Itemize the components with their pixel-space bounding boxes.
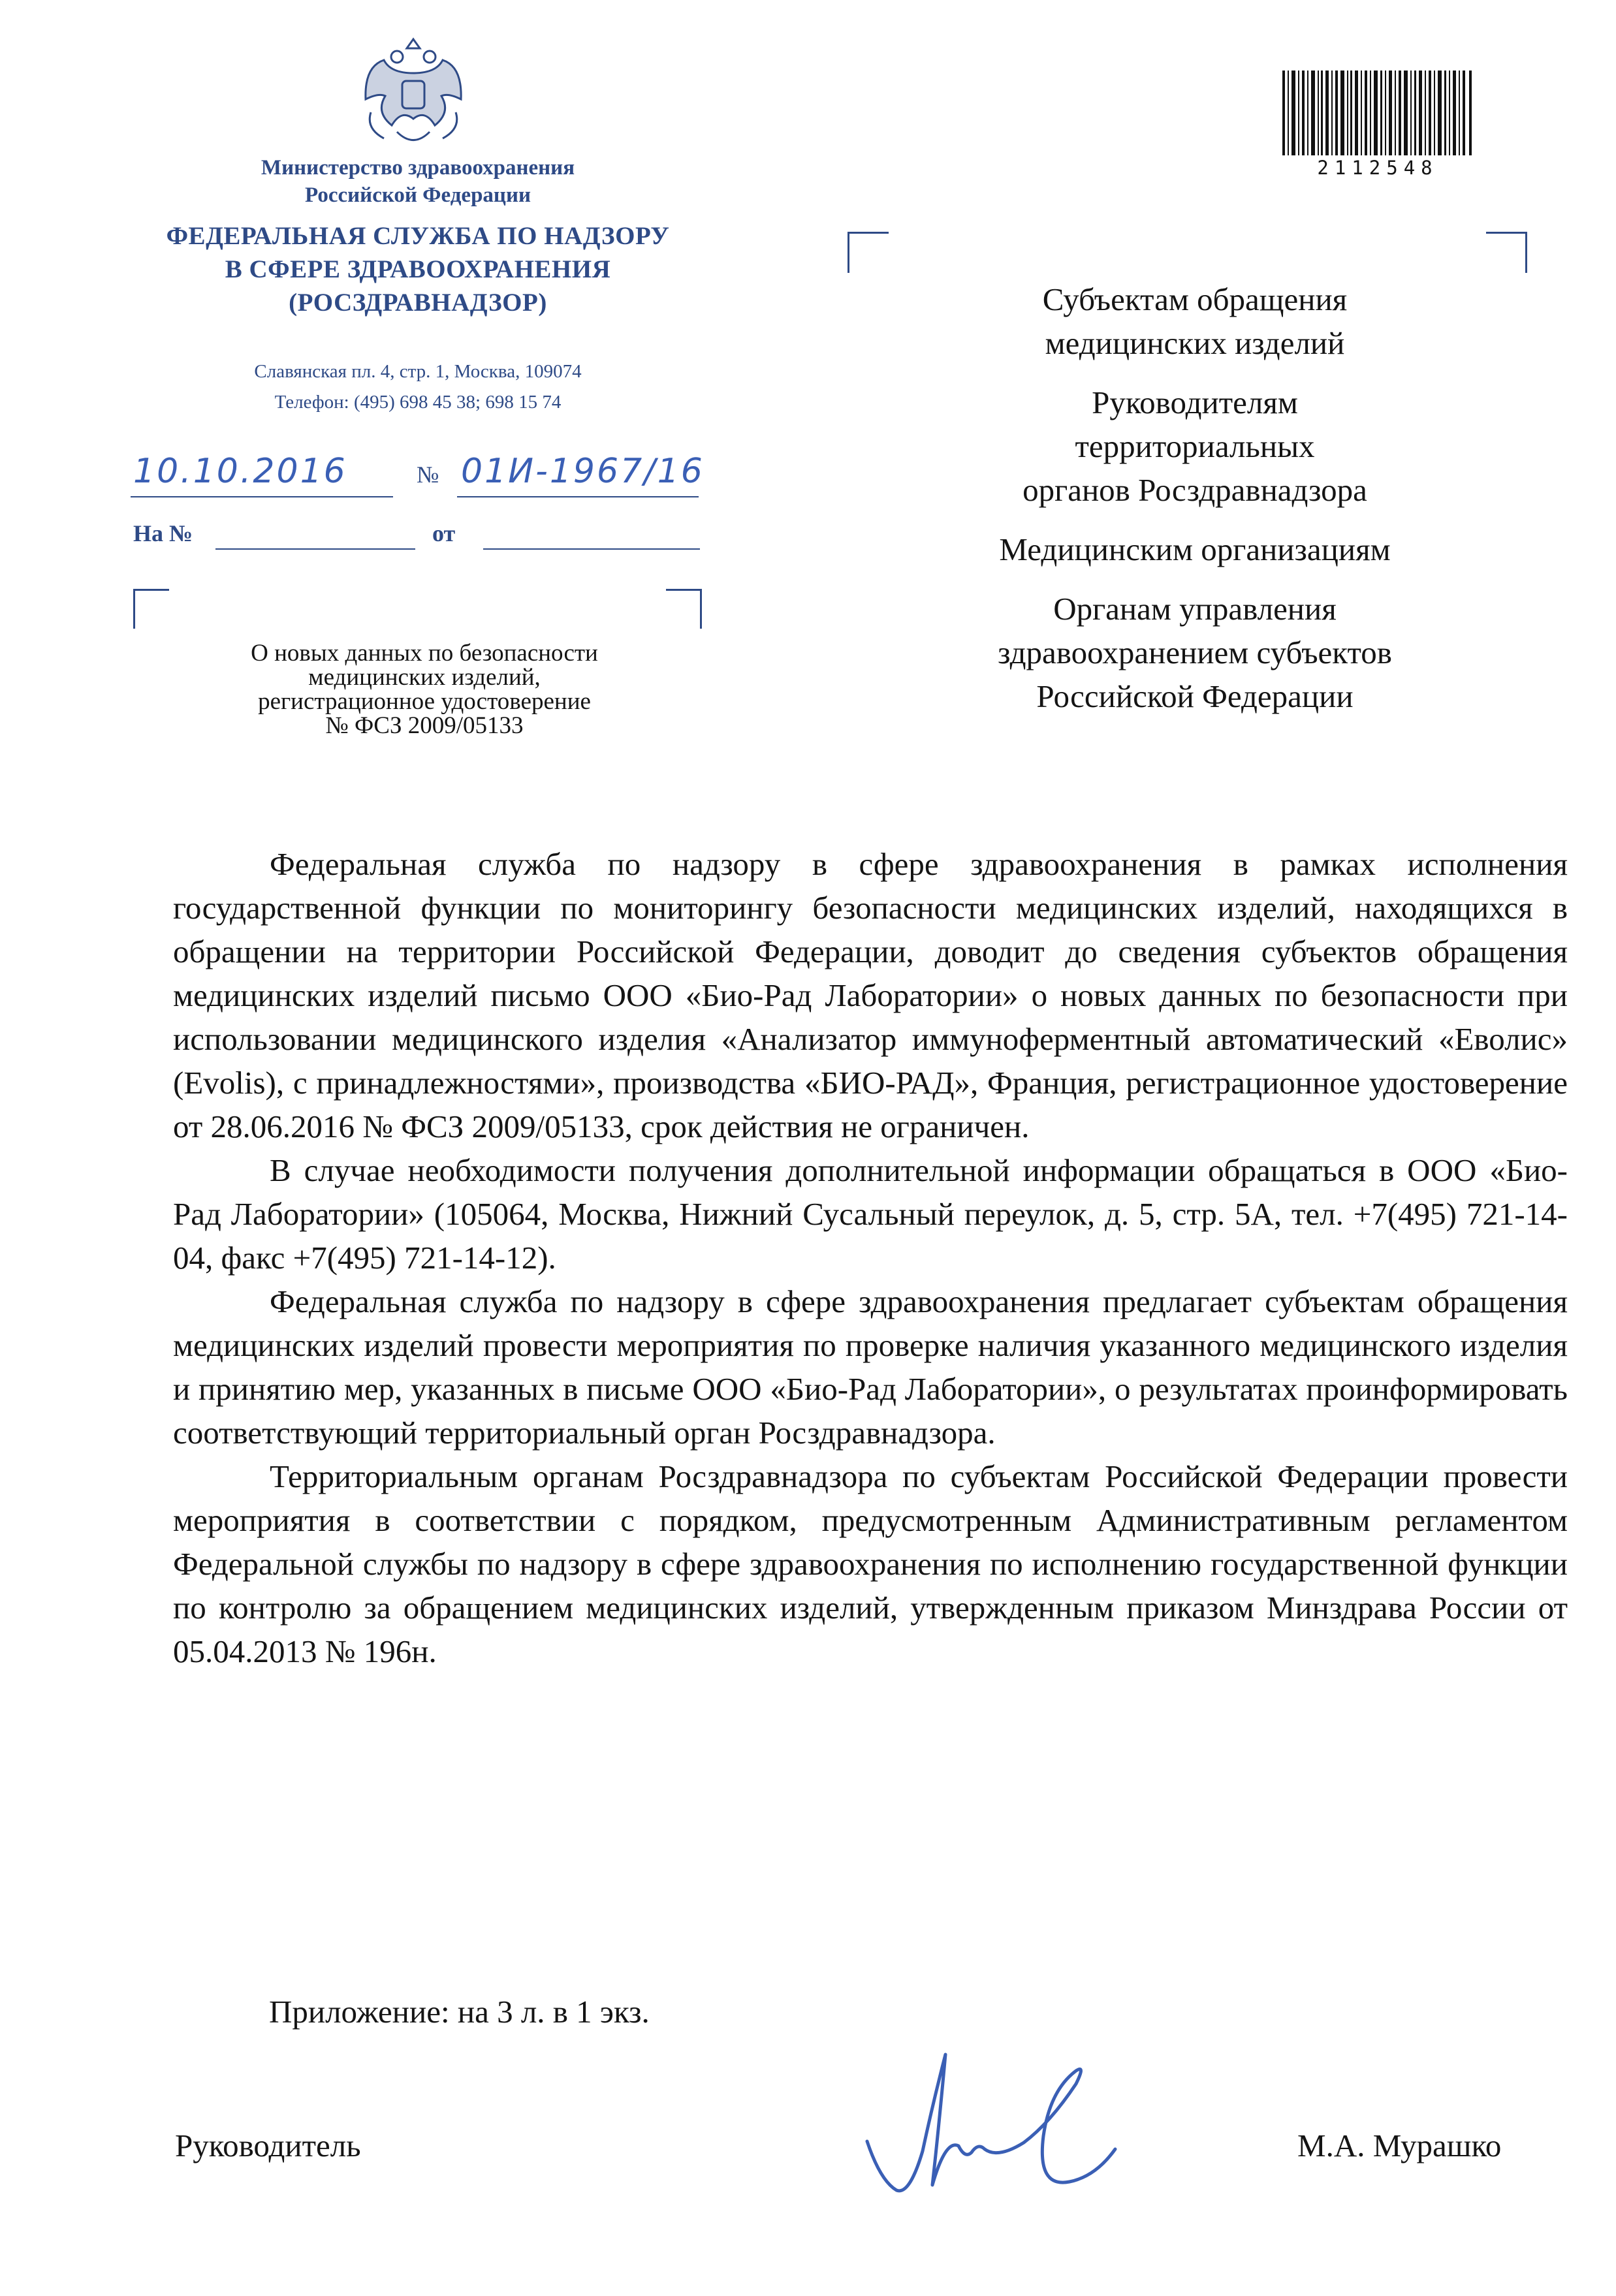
- coat-of-arms-icon: [358, 34, 469, 155]
- from-label: от: [432, 520, 456, 546]
- subject-line: О новых данных по безопасности: [251, 640, 598, 667]
- letter-subject: [170, 641, 679, 738]
- registration-date: 10.10.2016: [133, 452, 347, 491]
- recipient-group: [927, 587, 1463, 718]
- body-paragraph: В случае необходимости получения дополнительной информации обращаться в ООО «Био-Рад Лаборатории» (105064, Москва, Нижний Сусальный переулок, д. 5, стр. 5А, тел. +7(495) 721-14-04, факс +7(495) 721-14-12).: [173, 1152, 1568, 1276]
- from-underline: [483, 548, 700, 550]
- reply-to-label: На №: [133, 520, 193, 546]
- phone-line: Телефон: (495) 698 45 38; 698 15 74: [274, 392, 562, 413]
- recipient-group: [927, 527, 1463, 571]
- subject-corner-left: [133, 589, 169, 629]
- service-line: В СФЕРЕ ЗДРАВООХРАНЕНИЯ: [225, 255, 611, 283]
- subject-line: регистрационное удостоверение: [258, 688, 591, 715]
- subject-corner-right: [666, 589, 702, 629]
- recipient-line: территориальных: [1075, 428, 1315, 464]
- recipient-line: здравоохранением субъектов: [998, 635, 1392, 670]
- recipients-block: [927, 277, 1463, 734]
- recipient-line: Органам управления: [1053, 591, 1337, 627]
- recipient-group: [927, 381, 1463, 512]
- recipient-line: Субъектам обращения: [1042, 281, 1348, 317]
- recipient-corner-right: [1486, 232, 1527, 273]
- number-sign: №: [417, 462, 439, 488]
- subject-line: № ФСЗ 2009/05133: [325, 712, 524, 739]
- service-address: [163, 356, 673, 418]
- letter-body: [173, 842, 1568, 1673]
- service-line: ФЕДЕРАЛЬНАЯ СЛУЖБА ПО НАДЗОРУ: [166, 222, 670, 250]
- reply-underline: [215, 548, 415, 550]
- ministry-line: Министерство здравоохранения: [261, 156, 575, 180]
- recipient-line: Медицинским организациям: [999, 531, 1391, 567]
- ministry-line: Российской Федерации: [305, 183, 531, 207]
- recipient-group: [927, 277, 1463, 365]
- ministry-name: [163, 154, 673, 209]
- subject-line: медицинских изделий,: [308, 664, 541, 691]
- barcode-number: 2112548: [1317, 157, 1438, 179]
- recipient-line: медицинских изделий: [1045, 325, 1345, 361]
- registration-number: 01И-1967/16: [461, 452, 705, 491]
- attachment-note: Приложение: на 3 л. в 1 экз.: [269, 1994, 650, 2030]
- date-underline: [131, 496, 393, 497]
- service-name: [111, 219, 725, 319]
- signatory-name: М.А. Мурашко: [1297, 2128, 1502, 2163]
- body-paragraph: Федеральная служба по надзору в сфере здравоохранения в рамках исполнения государственной функции по мониторингу безопасности медицинских изделий, находящихся в обращении на территории Российской Федерации, доводит до сведения субъектов обращения медицинских изделий письмо ООО «Био-Рад Лаборатории» о новых данных по безопасности при использовании медицинского изделия «Анализатор иммуноферментный автоматический «Еволис» (Evolis), с принадлежностями», производства «БИО-РАД», Франция, регистрационное удостоверение от 28.06.2016 № ФСЗ 2009/05133, срок действия не ограничен.: [173, 846, 1568, 1144]
- recipient-line: органов Росздравнадзора: [1022, 472, 1367, 508]
- body-paragraph: Территориальным органам Росздравнадзора по субъектам Российской Федерации провести мероприятия в соответствии с порядком, предусмотренным Административным регламентом Федеральной службы по надзору в сфере здравоохранения по исполнению государственной функции по контролю за обращением медицинских изделий, утвержденным приказом Минздрава России от 05.04.2013 № 196н.: [173, 1458, 1568, 1669]
- recipient-line: Российской Федерации: [1036, 678, 1354, 714]
- recipient-line: Руководителям: [1092, 385, 1298, 420]
- number-underline: [457, 496, 699, 497]
- recipient-corner-left: [848, 232, 889, 273]
- signatory-title: Руководитель: [175, 2128, 361, 2163]
- handwritten-signature: [862, 2043, 1136, 2213]
- address-line: Славянская пл. 4, стр. 1, Москва, 109074: [254, 361, 582, 382]
- service-line: (РОСЗДРАВНАДЗОР): [289, 289, 547, 317]
- barcode: [1280, 71, 1476, 155]
- body-paragraph: Федеральная служба по надзору в сфере здравоохранения предлагает субъектам обращения медицинских изделий провести мероприятия по проверке наличия указанного медицинского изделия и принятию мер, указанных в письме ООО «Био-Рад Лаборатории», о результатах проинформировать соответствующий территориальный орган Росздравнадзора.: [173, 1283, 1568, 1451]
